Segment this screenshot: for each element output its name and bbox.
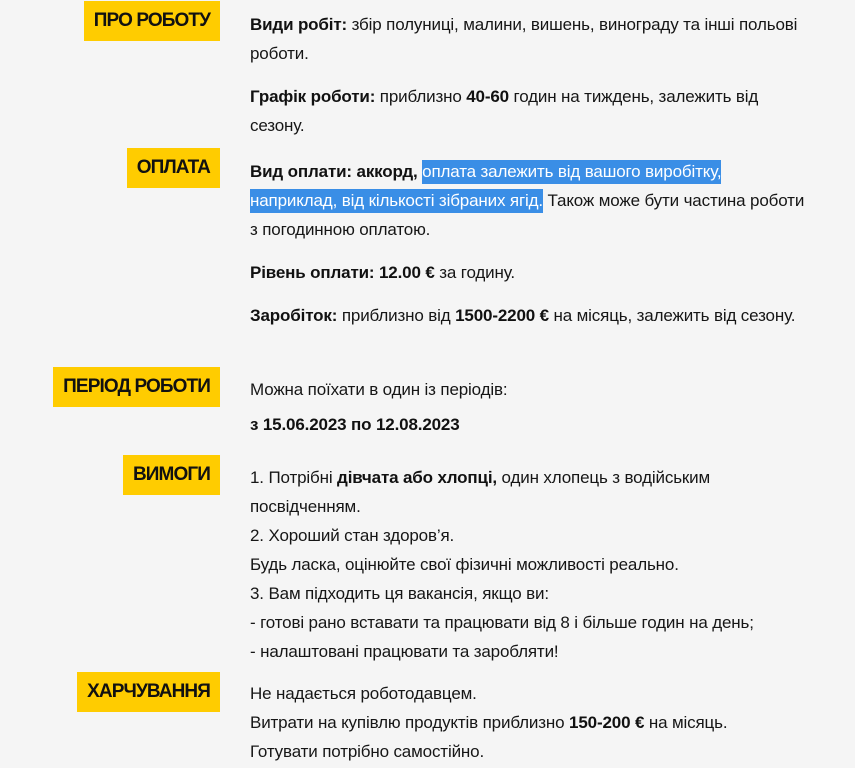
- work-types-title: Види робіт:: [250, 15, 348, 34]
- rate-post: за годину.: [434, 263, 515, 282]
- pay-type-title: Вид оплати: аккорд,: [250, 162, 418, 181]
- section-label-about: ПРО РОБОТУ: [84, 1, 220, 41]
- section-content-payment: [250, 157, 810, 330]
- requirement-1-post: один хлопець з водійським посвідченням.: [250, 468, 711, 516]
- requirement-item-2-note: Будь ласка, оцінюйте свої фізичні можливості реально.: [250, 555, 679, 574]
- rate-title: Рівень оплати: 12.00 €: [250, 263, 435, 282]
- earnings-paragraph: [250, 301, 810, 330]
- requirement-1-pre: 1. Потрібні: [250, 468, 338, 487]
- section-label-requirements: ВИМОГИ: [123, 455, 220, 495]
- period-dates: з 15.06.2023 по 12.08.2023: [250, 415, 460, 434]
- schedule-paragraph: [250, 82, 810, 140]
- food-line-3: Готувати потрібно самостійно.: [250, 742, 485, 761]
- section-content-food: [250, 679, 810, 766]
- requirement-item-1: [250, 463, 810, 521]
- section-content-period: [250, 375, 810, 439]
- period-intro: Можна поїхати в один із періодів:: [250, 380, 508, 399]
- schedule-hours: 40-60: [466, 87, 509, 106]
- section-label-period: ПЕРІОД РОБОТИ: [53, 367, 220, 407]
- food-line-2-post: на місяць.: [644, 713, 728, 732]
- earnings-title: Заробіток:: [250, 306, 338, 325]
- food-cost-amount: 150-200 €: [569, 713, 645, 732]
- schedule-title: Графік роботи:: [250, 87, 376, 106]
- pay-type-post: Також може бути частина роботи з погодинною оплатою.: [250, 191, 805, 239]
- rate-paragraph: [250, 258, 810, 287]
- schedule-post: годин на тиждень, залежить від сезону.: [250, 87, 759, 135]
- requirement-1-bold: дівчата або хлопці,: [337, 468, 497, 487]
- selected-text-highlight[interactable]: оплата залежить від вашого виробітку, наприклад, від кількості зібраних ягід.: [250, 160, 721, 213]
- food-line-2: [250, 708, 810, 737]
- requirement-bullet-2: - налаштовані працювати та заробляти!: [250, 642, 559, 661]
- section-content-requirements: [250, 463, 810, 666]
- pay-type-paragraph: [250, 157, 810, 244]
- period-dates-paragraph: [250, 410, 810, 439]
- earnings-post: на місяць, залежить від сезону.: [548, 306, 796, 325]
- section-content-about: [250, 10, 810, 140]
- work-types-text: збір полуниці, малини, вишень, винограду та інші польові роботи.: [250, 15, 798, 63]
- section-label-food: ХАРЧУВАННЯ: [77, 672, 220, 712]
- requirement-item-3: 3. Вам підходить ця вакансія, якщо ви:: [250, 584, 549, 603]
- food-line-2-pre: Витрати на купівлю продуктів приблизно: [250, 713, 570, 732]
- work-types-paragraph: [250, 10, 810, 68]
- earnings-amount: 1500-2200 €: [455, 306, 549, 325]
- section-label-payment: ОПЛАТА: [127, 148, 220, 188]
- food-line-1: Не надається роботодавцем.: [250, 684, 477, 703]
- requirement-item-2: 2. Хороший стан здоров’я.: [250, 526, 455, 545]
- requirement-bullet-1: - готові рано вставати та працювати від 8 і більше годин на день;: [250, 613, 754, 632]
- earnings-pre: приблизно від: [337, 306, 456, 325]
- schedule-pre: приблизно: [375, 87, 467, 106]
